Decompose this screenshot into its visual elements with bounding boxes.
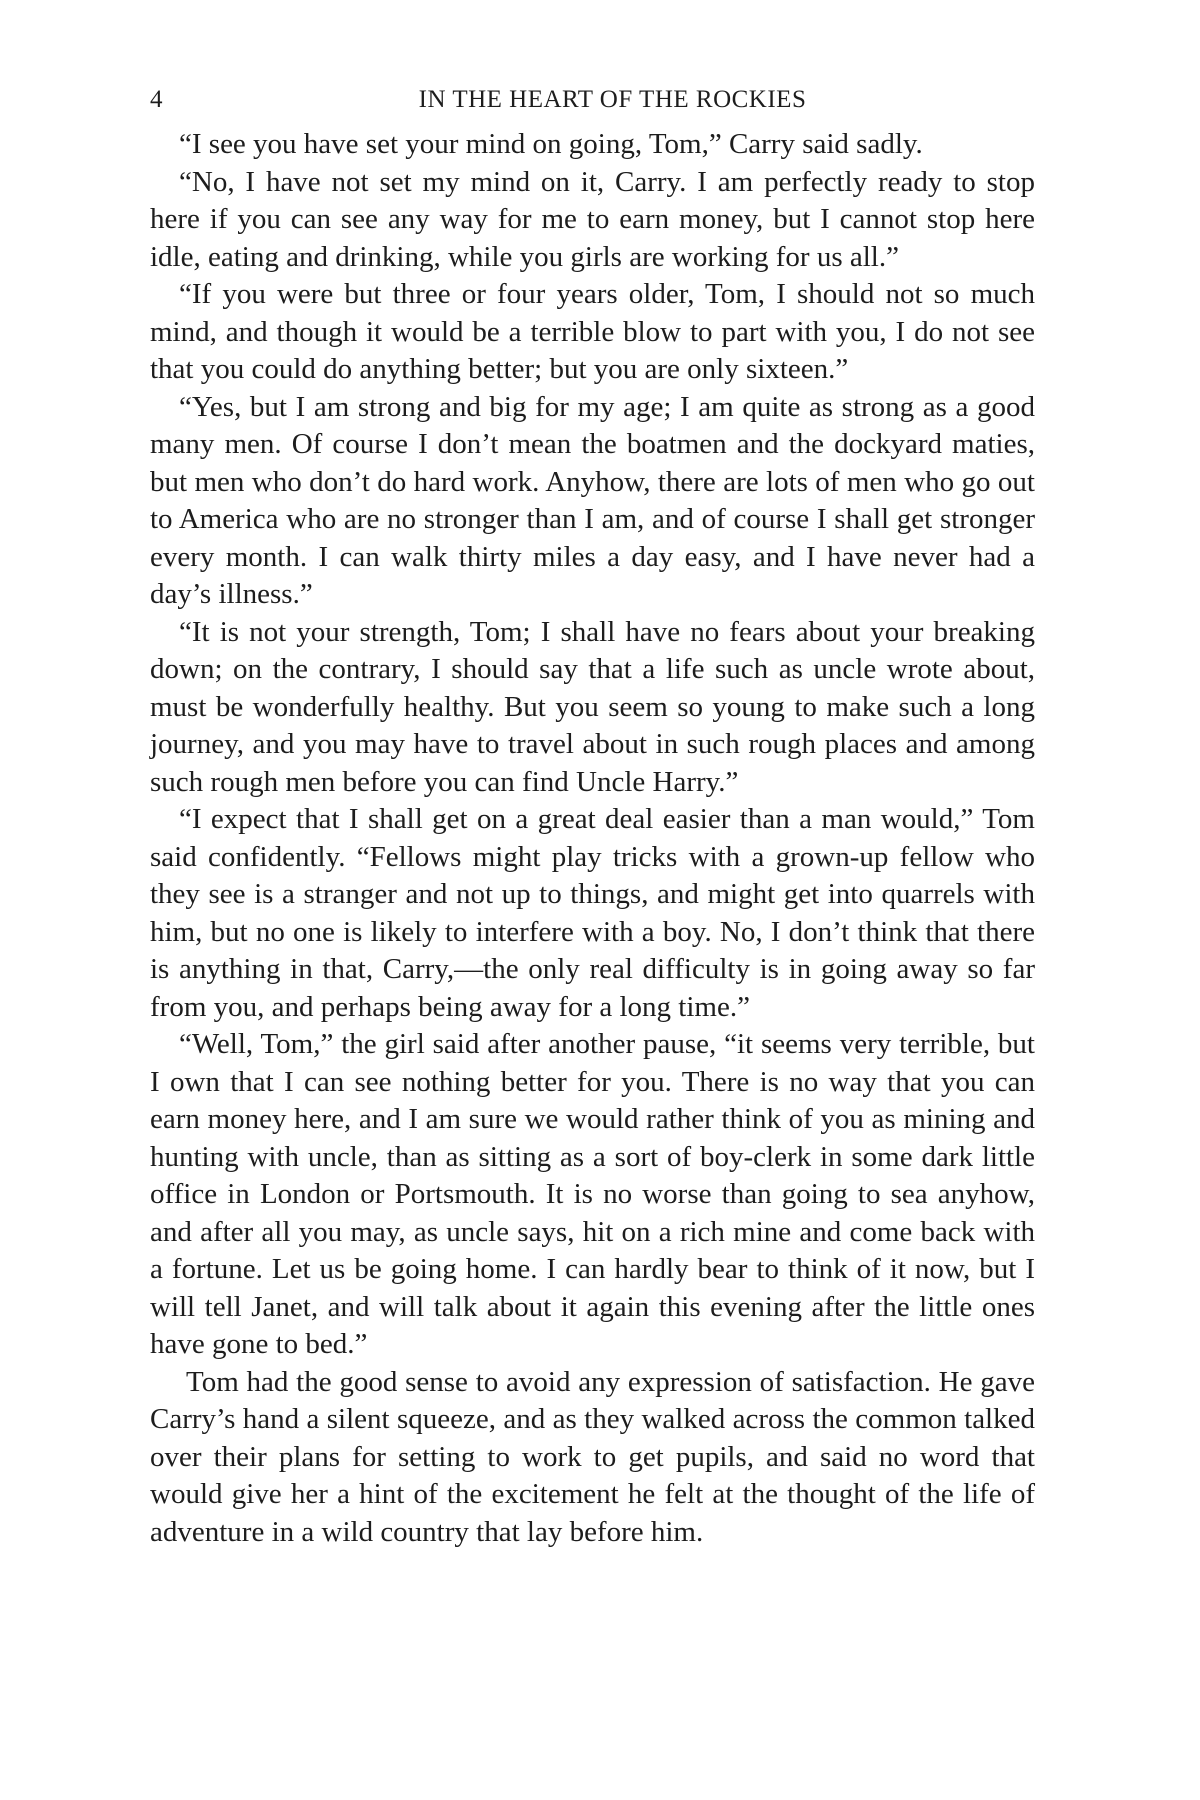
page-number: 4	[150, 86, 163, 113]
paragraph: “If you were but three or four years older, Tom, I should not so much mind, and though it would be a terrible blow to part with you, I do not see that you could do anything better; but you are only sixteen.”	[150, 278, 1035, 385]
book-page	[150, 78, 1035, 1551]
paragraph: Tom had the good sense to avoid any expression of satisfaction. He gave Carry’s hand a silent squeeze, and as they walked across the common talked over their plans for setting to work to get pupils, and said no word that would give her a hint of the excitement he felt at the thought of the life of adventure in a wild country that lay before him.	[150, 1365, 1035, 1548]
running-head	[150, 78, 1035, 126]
paragraph: “I see you have set your mind on going, Tom,” Carry said sadly.	[179, 128, 923, 160]
body-text	[150, 126, 1035, 1551]
running-title: IN THE HEART OF THE ROCKIES	[418, 86, 807, 113]
paragraph: “It is not your strength, Tom; I shall have no fears about your breaking down; on the contrary, I should say that a life such as uncle wrote about, must be wonderfully healthy. But you seem so young to make such a long journey, and you may have to travel about in such rough places and among such rough men before you can find Uncle Harry.”	[150, 615, 1035, 798]
paragraph: “Well, Tom,” the girl said after another pause, “it seems very terrible, but I own that I can see nothing better for you. There is no way that you can earn money here, and I am sure we would rather think of you as mining and hunting with uncle, than as sitting as a sort of boy-clerk in some dark little office in London or Portsmouth. It is no worse than going to sea anyhow, and after all you may, as uncle says, hit on a rich mine and come back with a fortune. Let us be going home. I can hardly bear to think of it now, but I will tell Janet, and will talk about it again this evening after the little ones have gone to bed.”	[150, 1028, 1035, 1360]
paragraph: “Yes, but I am strong and big for my age; I am quite as strong as a good many men. Of course I don’t mean the boatmen and the dockyard maties, but men who don’t do hard work. Anyhow, there are lots of men who go out to America who are no stronger than I am, and of course I shall get stronger every month. I can walk thirty miles a day easy, and I have never had a day’s illness.”	[150, 390, 1035, 610]
paragraph: “No, I have not set my mind on it, Carry. I am perfectly ready to stop here if you can see any way for me to earn money, but I cannot stop here idle, eating and drinking, while you girls are working for us all.”	[150, 165, 1035, 273]
paragraph: “I expect that I shall get on a great deal easier than a man would,” Tom said confidently. “Fellows might play tricks with a grown-up fellow who they see is a stranger and not up to things, and might get into quarrels with him, but no one is likely to interfere with a boy. No, I don’t think that there is anything in that, Carry,—the only real difficulty is in going away so far from you, and perhaps being away for a long time.”	[150, 803, 1035, 1023]
